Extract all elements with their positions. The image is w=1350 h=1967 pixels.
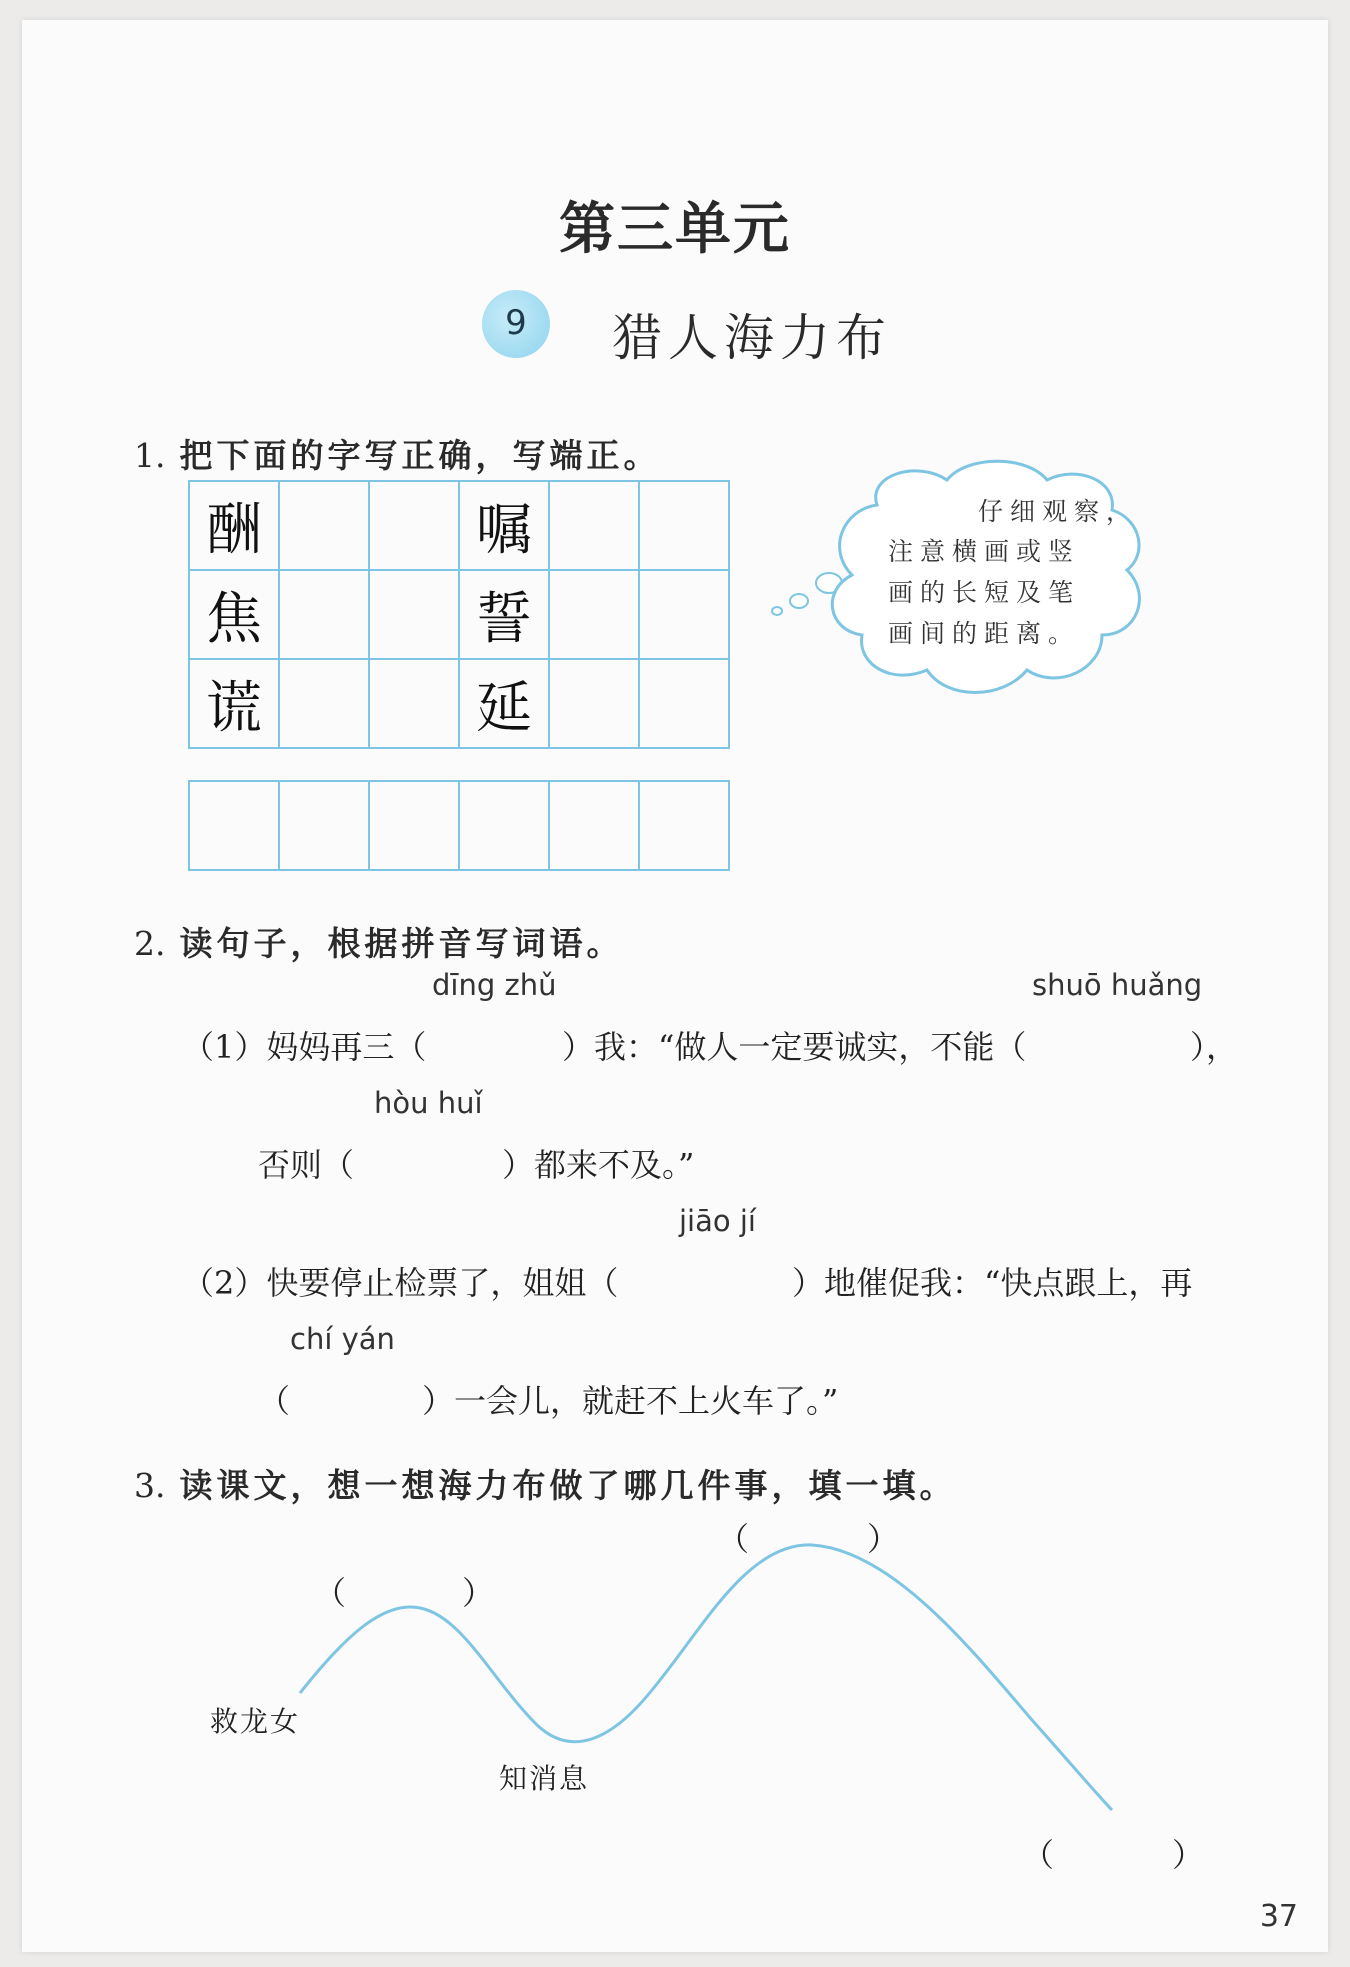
- model-character: 焦: [189, 570, 279, 659]
- sentence-2-line2: （: [258, 1382, 291, 1420]
- writing-cell[interactable]: [459, 781, 549, 870]
- event-label-news: 知消息: [499, 1762, 590, 1795]
- writing-cell[interactable]: [639, 481, 729, 570]
- bubble-dot: [772, 607, 782, 615]
- writing-cell[interactable]: [639, 659, 729, 748]
- sentence-2-part: （2）快要停止检票了，姐姐（: [182, 1264, 619, 1302]
- event-answer-blank[interactable]: [1060, 1830, 1170, 1866]
- tip-line: 注意横画或竖: [888, 537, 1081, 566]
- writing-cell[interactable]: [549, 781, 639, 870]
- sentence-1-part: ）我：“做人一定要诚实，不能（: [562, 1028, 1027, 1066]
- q3-number: 3.: [134, 1466, 166, 1505]
- paren-close: ）: [462, 1574, 495, 1612]
- event-answer-blank[interactable]: [755, 1514, 865, 1550]
- grid-row: [189, 570, 729, 659]
- writing-cell[interactable]: [639, 781, 729, 870]
- writing-cell[interactable]: [549, 570, 639, 659]
- event-label-rescue: 救龙女: [210, 1705, 301, 1738]
- grid-row: [189, 481, 729, 570]
- grid-row: [189, 781, 729, 870]
- bubble-dot: [790, 594, 808, 608]
- q3-text: 读课文，想一想海力布做了哪几件事，填一填。: [179, 1466, 957, 1505]
- model-character: 谎: [189, 659, 279, 748]
- unit-title: 第三单元: [559, 196, 791, 262]
- answer-blank[interactable]: [1047, 1030, 1187, 1066]
- writing-cell[interactable]: [369, 781, 459, 870]
- writing-cell[interactable]: [279, 659, 369, 748]
- writing-cell[interactable]: [369, 570, 459, 659]
- model-character: 延: [459, 659, 549, 748]
- event-answer-blank[interactable]: [352, 1568, 462, 1604]
- paren-close: ）: [1172, 1836, 1205, 1874]
- answer-blank[interactable]: [647, 1266, 797, 1302]
- writing-cell[interactable]: [189, 781, 279, 870]
- model-character: 酬: [189, 481, 279, 570]
- model-character: 嘱: [459, 481, 549, 570]
- q3-heading: [134, 1460, 957, 1507]
- writing-cell[interactable]: [549, 481, 639, 570]
- sentence-2-part: ）地催促我：“快点跟上，再: [792, 1264, 1193, 1302]
- answer-blank[interactable]: [372, 1148, 522, 1184]
- sentence-1-line2: ）都来不及。”: [502, 1146, 695, 1184]
- pinyin-hint: hòu huǐ: [374, 1086, 483, 1120]
- q2-text: 读句子，根据拼音写词语。: [179, 924, 624, 963]
- paren-open: （: [314, 1574, 347, 1612]
- sentence-1-line2: 否则（: [258, 1146, 355, 1184]
- writing-cell[interactable]: [279, 481, 369, 570]
- sentence-1-part: ），: [1190, 1028, 1239, 1066]
- writing-cell[interactable]: [369, 481, 459, 570]
- sentence-2-line2: ）一会儿，就赶不上火车了。”: [422, 1382, 839, 1420]
- lesson-number-badge: 9: [482, 290, 550, 358]
- tip-line: 仔细观察，: [977, 497, 1138, 526]
- writing-cell[interactable]: [279, 781, 369, 870]
- pinyin-hint: chí yán: [290, 1322, 395, 1356]
- q1-text: 把下面的字写正确，写端正。: [179, 436, 661, 475]
- pinyin-hint: jiāo jí: [679, 1204, 756, 1238]
- page-number: 37: [1259, 1899, 1298, 1934]
- q2-number: 2.: [134, 924, 166, 963]
- writing-cell[interactable]: [279, 570, 369, 659]
- lesson-title: 猎人海力布: [612, 309, 892, 367]
- answer-blank[interactable]: [407, 1030, 577, 1066]
- model-character: 誓: [459, 570, 549, 659]
- tip-line: 画间的距离。: [888, 619, 1081, 648]
- grid-row: [189, 659, 729, 748]
- tip-line: 画的长短及笔: [888, 578, 1081, 607]
- writing-cell[interactable]: [549, 659, 639, 748]
- q2-heading: [134, 918, 624, 965]
- paren-open: （: [1022, 1836, 1055, 1874]
- paren-open: （: [717, 1520, 750, 1558]
- workbook-page: [22, 20, 1328, 1952]
- extra-writing-row: [188, 780, 730, 871]
- pinyin-hint: dīng zhǔ: [432, 968, 557, 1002]
- writing-cell[interactable]: [369, 659, 459, 748]
- writing-grid: [188, 480, 730, 749]
- q1-heading: [134, 430, 661, 477]
- q1-number: 1.: [134, 436, 166, 475]
- paren-close: ）: [867, 1520, 900, 1558]
- pinyin-hint: shuō huǎng: [1032, 968, 1203, 1002]
- sentence-1-part: （1）妈妈再三（: [182, 1028, 427, 1066]
- writing-cell[interactable]: [639, 570, 729, 659]
